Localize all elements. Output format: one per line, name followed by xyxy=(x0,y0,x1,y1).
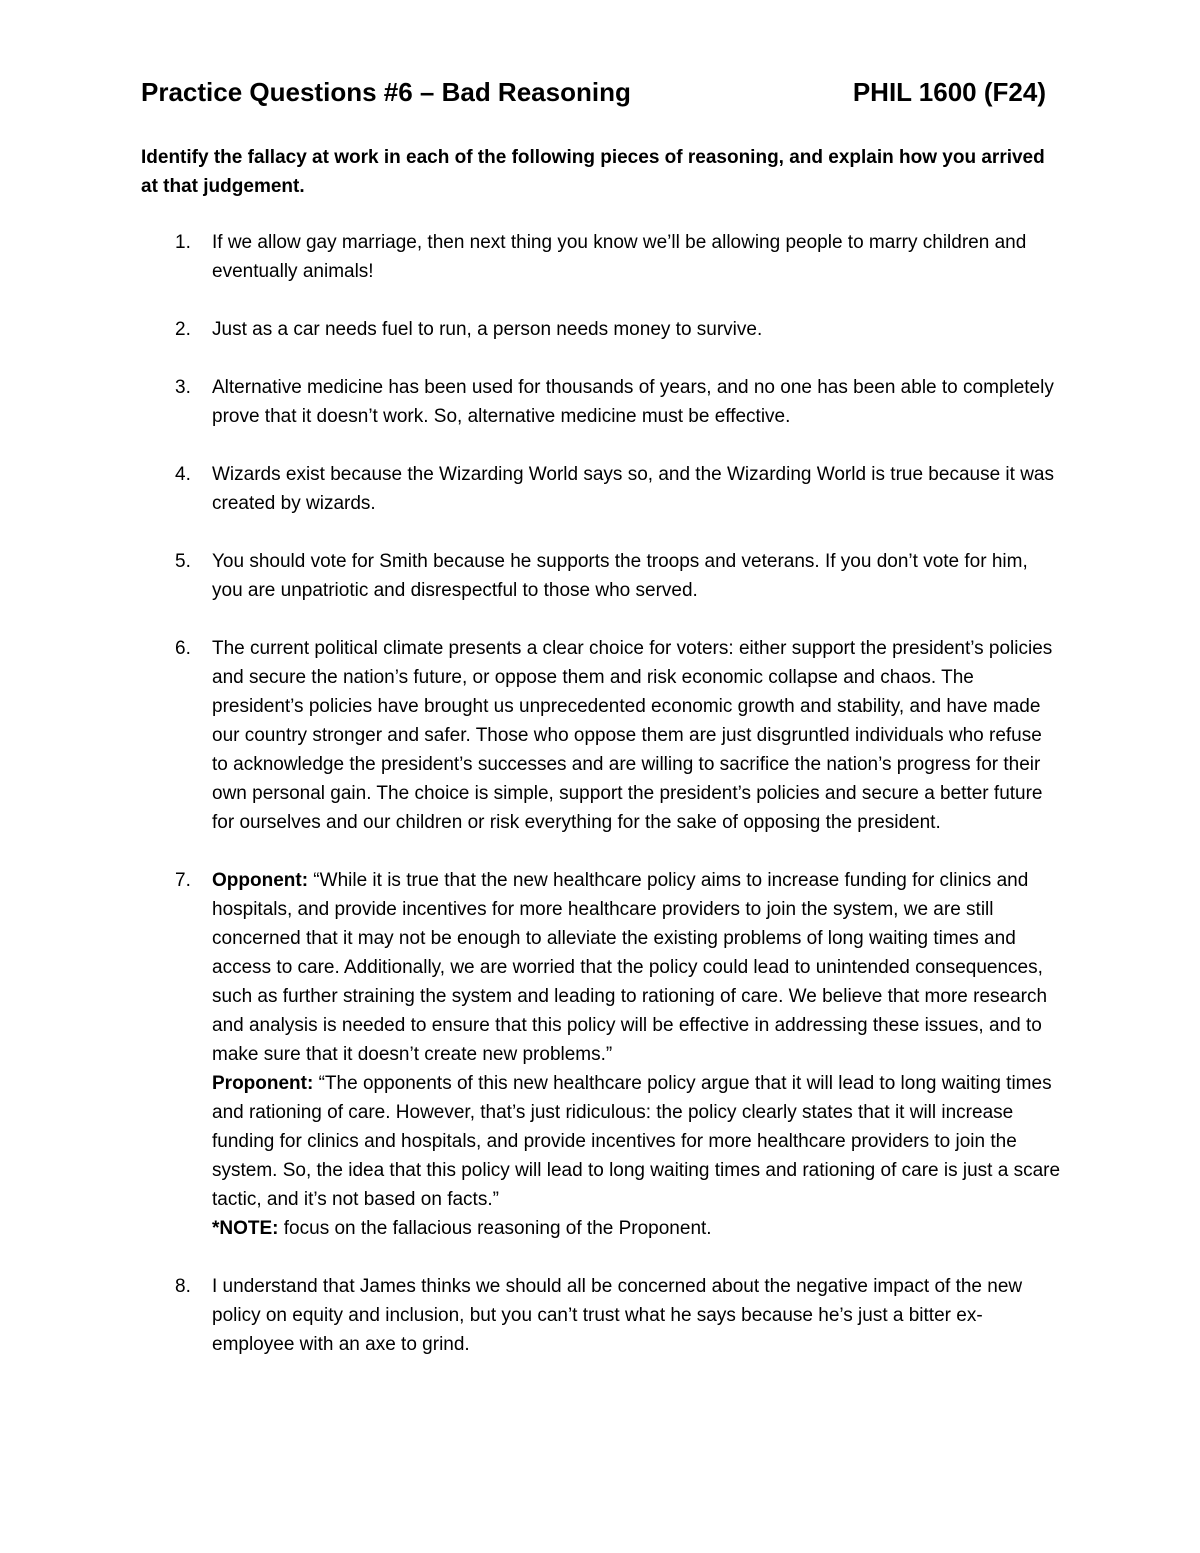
note-paragraph xyxy=(212,1214,1061,1243)
question-item xyxy=(141,547,1061,605)
question-number: 2. xyxy=(175,319,191,340)
proponent-label: Proponent: xyxy=(212,1073,314,1094)
question-number: 3. xyxy=(175,377,191,398)
opponent-text: “While it is true that the new healthcare policy aims to increase funding for clinics and hospitals, and provide incentives for more healthcare providers to join the system, we are still concerned that it may not be enough to alleviate the existing problems of long waiting times and access to care. Additionally, we are worried that the policy could lead to unintended consequences, such as further straining the system and leading to rationing of care. We believe that more research and analysis is needed to ensure that this policy will be effective in addressing these issues, and to make sure that it doesn’t create new problems.” xyxy=(212,870,1048,1065)
note-text: focus on the fallacious reasoning of the Proponent. xyxy=(278,1218,712,1239)
instructions: Identify the fallacy at work in each of the following pieces of reasoning, and explain how you arrived at that judgement. xyxy=(141,147,1045,197)
question-item xyxy=(141,866,1061,1243)
question-number: 4. xyxy=(175,464,191,485)
question-text: Alternative medicine has been used for thousands of years, and no one has been able to completely prove that it doesn’t work. So, alternative medicine must be effective. xyxy=(212,377,1054,427)
question-text: Wizards exist because the Wizarding World says so, and the Wizarding World is true because it was created by wizards. xyxy=(212,464,1054,514)
question-number: 1. xyxy=(175,232,191,253)
question-item xyxy=(141,315,1061,344)
question-text: If we allow gay marriage, then next thing you know we’ll be allowing people to marry children and eventually animals! xyxy=(212,232,1027,282)
question-item xyxy=(141,373,1061,431)
question-item xyxy=(141,460,1061,518)
question-number: 8. xyxy=(175,1276,191,1297)
question-text: Just as a car needs fuel to run, a person needs money to survive. xyxy=(212,319,763,340)
question-number: 5. xyxy=(175,551,191,572)
question-item xyxy=(141,634,1061,837)
question-number: 6. xyxy=(175,638,191,659)
question-text: I understand that James thinks we should all be concerned about the negative impact of the new policy on equity and inclusion, but you can’t trust what he says because he’s just a bitter ex-employee with an axe to grind. xyxy=(212,1276,1023,1355)
question-item xyxy=(141,1272,1061,1359)
proponent-text: “The opponents of this new healthcare policy argue that it will lead to long waiting times and rationing of care. However, that’s just ridiculous: the policy clearly states that it will increase funding for clinics and hospitals, and provide incentives for more healthcare providers to join the system. So, the idea that this policy will lead to long waiting times and rationing of care is just a scare tactic, and it’s not based on facts.” xyxy=(212,1073,1061,1210)
note-label: *NOTE: xyxy=(212,1218,279,1239)
opponent-label: Opponent: xyxy=(212,870,309,891)
question-number: 7. xyxy=(175,870,191,891)
opponent-paragraph xyxy=(212,866,1061,1069)
course-code: PHIL 1600 (F24) xyxy=(852,77,1046,107)
document-title: Practice Questions #6 – Bad Reasoning xyxy=(141,77,631,107)
question-text: You should vote for Smith because he supports the troops and veterans. If you don’t vote for him, you are unpatriotic and disrespectful to those who served. xyxy=(212,551,1028,601)
question-list xyxy=(141,228,1061,1388)
question-text: The current political climate presents a clear choice for voters: either support the president’s policies and secure the nation’s future, or oppose them and risk economic collapse and chaos. The president’s policies have brought us unprecedented economic growth and stability, and have made our country stronger and safer. Those who oppose them are just disgruntled individuals who refuse to acknowledge the president’s successes and are willing to sacrifice the nation’s progress for their own personal gain. The choice is simple, support the president’s policies and secure a better future for ourselves and our children or risk everything for the sake of opposing the president. xyxy=(212,638,1053,833)
document-header xyxy=(141,74,1046,110)
question-text xyxy=(212,866,1061,1243)
question-item xyxy=(141,228,1061,286)
proponent-paragraph xyxy=(212,1069,1061,1214)
